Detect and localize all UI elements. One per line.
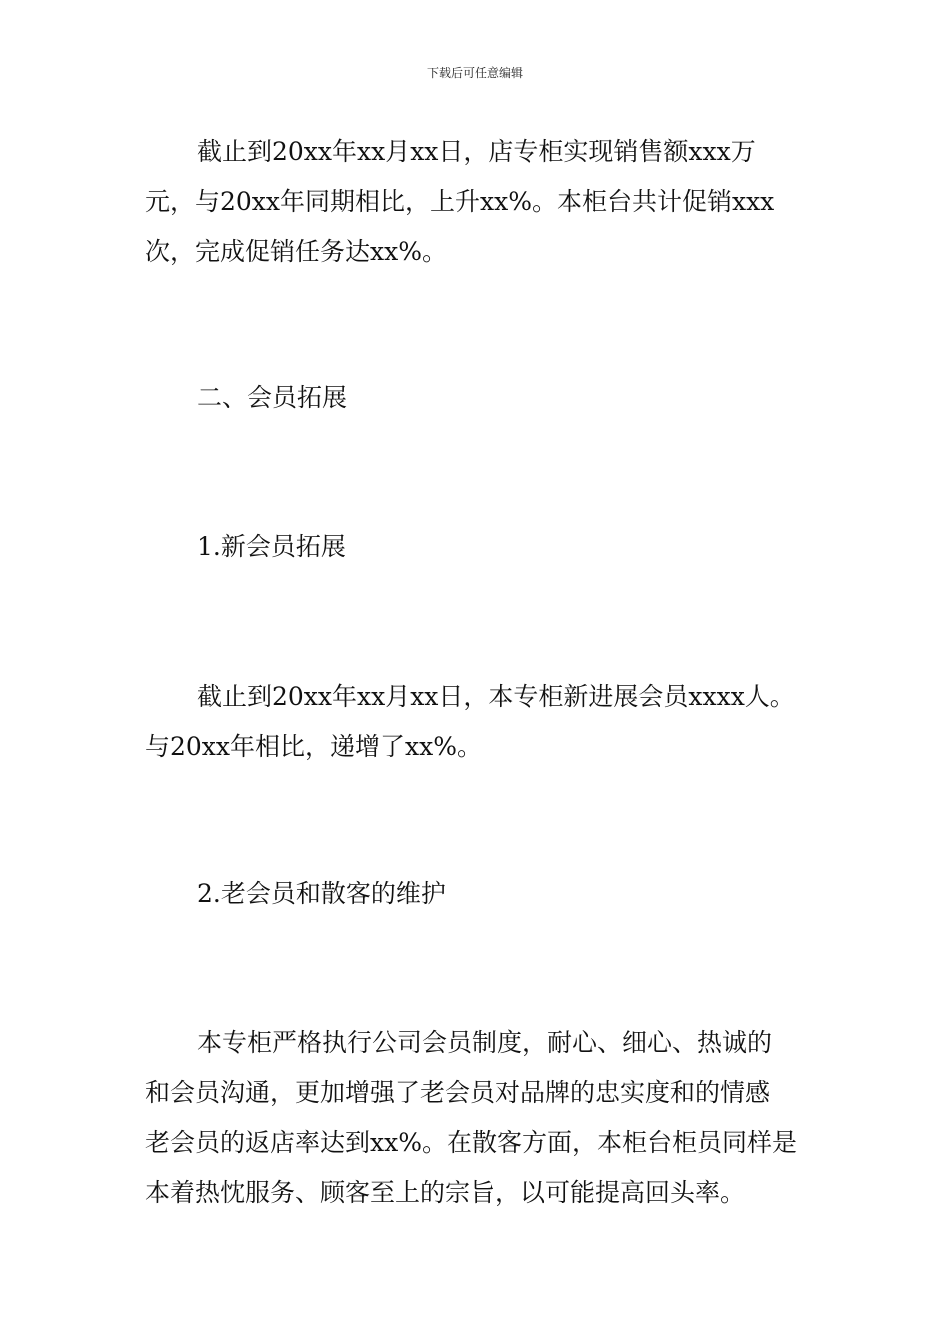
section-title: 二、会员拓展 [197,383,348,412]
paragraph-line: 老会员的返店率达到xx%。在散客方面，本柜台柜员同样是 [145,1128,797,1157]
paragraph-text [145,1018,810,1218]
new-member-paragraph [145,672,810,772]
section-heading-member [145,373,810,423]
subsection-title: 1.新会员拓展 [197,532,346,561]
paragraph-line: 元，与20xx年同期相比，上升xx%。本柜台共计促销xxx [145,187,775,216]
paragraph-line: 和会员沟通，更加增强了老会员对品牌的忠实度和的情感 [145,1078,771,1107]
subsection-title: 2.老会员和散客的维护 [197,879,446,908]
paragraph-line: 本着热忱服务、顾客至上的宗旨，以可能提高回头率。 [145,1178,746,1207]
paragraph-line: 本专柜严格执行公司会员制度，耐心、细心、热诚的 [197,1028,773,1057]
paragraph-line: 次，完成促销任务达xx%。 [145,237,447,266]
sales-paragraph [145,127,810,277]
paragraph-text [145,672,810,772]
paragraph-line: 截止到20xx年xx月xx日，店专柜实现销售额xxx万 [197,137,756,166]
paragraph-text [145,127,810,277]
subsection-heading-old-member [145,869,810,919]
old-member-paragraph [145,1018,810,1218]
paragraph-line: 与20xx年相比，递增了xx%。 [145,732,482,761]
paragraph-line: 截止到20xx年xx月xx日，本专柜新进展会员xxxx人。 [197,682,795,711]
subsection-heading-new-member [145,522,810,572]
header-note: 下载后可任意编辑 [426,66,523,80]
